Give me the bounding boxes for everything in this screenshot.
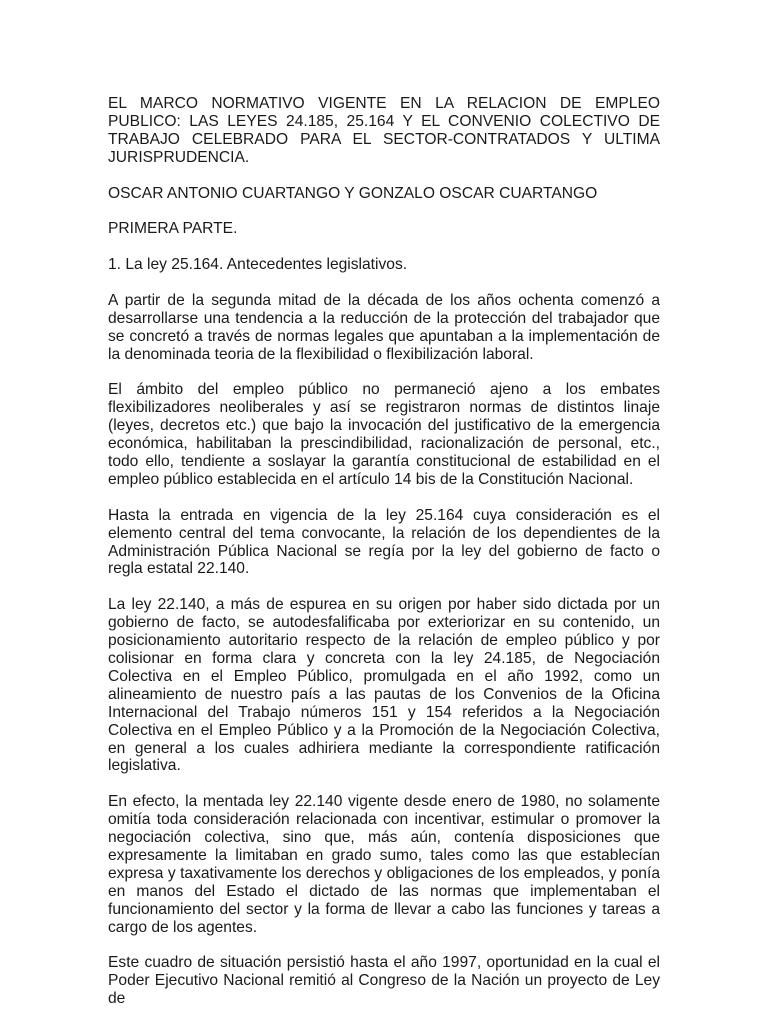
body-paragraph: El ámbito del empleo público no permaneció ajeno a los embates flexibilizadores neoliberales y así se registraron normas de distintos linaje (leyes, decretos etc.) que bajo la invocación del justificativo de la emergencia económica, habilitaban la prescindibilidad, racionalización de personal, etc., todo ello, tendiente a soslayar la garantía constitucional de estabilidad en el empleo público establecida en el artículo 14 bis de la Constitución Nacional. bbox=[108, 381, 660, 488]
body-paragraph: En efecto, la mentada ley 22.140 vigente desde enero de 1980, no solamente omitía toda consideración relacionada con incentivar, estimular o promover la negociación colectiva, sino que, más aún, contenía disposiciones que expresamente la limitaban en grado sumo, tales como las que establecían expresa y taxativamente los derechos y obligaciones de los empleados, y ponía en manos del Estado el dictado de las normas que implementaban el funcionamiento del sector y la forma de llevar a cabo las funciones y tareas a cargo de los agentes. bbox=[108, 793, 660, 936]
document-title: EL MARCO NORMATIVO VIGENTE EN LA RELACION DE EMPLEO PUBLICO: LAS LEYES 24.185, 25.164 Y EL CONVENIO COLECTIVO DE TRABAJO CELEBRADO PARA EL SECTOR-CONTRATADOS Y ULTIMA JURISPRUDENCIA. bbox=[108, 95, 660, 166]
section-heading: 1. La ley 25.164. Antecedentes legislativos. bbox=[108, 256, 408, 274]
body-paragraph: A partir de la segunda mitad de la década de los años ochenta comenzó a desarrollarse una tendencia a la reducción de la protección del trabajador que se concretó a través de normas legales que apuntaban a la implementación de la denominada teoria de la flexibilidad o flexibilización laboral. bbox=[108, 291, 660, 363]
body-paragraph: Este cuadro de situación persistió hasta el año 1997, oportunidad en la cual el Poder Ejecutivo Nacional remitió al Congreso de la Nación un proyecto de Ley de bbox=[108, 954, 660, 1008]
document-page bbox=[108, 95, 660, 1026]
body-paragraph: La ley 22.140, a más de espurea en su origen por haber sido dictada por un gobierno de facto, se autodesfalificaba por exteriorizar en su contenido, un posicionamiento autoritario respecto de la relación de empleo público y por colisionar en forma clara y concreta con la ley 24.185, de Negociación Colectiva en el Empleo Público, promulgada en el año 1992, como un alineamiento de nuestro país a las pautas de los Convenios de la Oficina Internacional del Trabajo números 151 y 154 referidos a la Negociación Colectiva en el Empleo Público y a la Promoción de la Negociación Colectiva, en general a los cuales adhiriera mediante la correspondiente ratificación legislativa. bbox=[108, 596, 660, 775]
body-paragraph: Hasta la entrada en vigencia de la ley 25.164 cuya consideración es el elemento central del tema convocante, la relación de los dependientes de la Administración Pública Nacional se regía por la ley del gobierno de facto o regla estatal 22.140. bbox=[108, 506, 660, 578]
part-heading: PRIMERA PARTE. bbox=[108, 220, 238, 238]
document-authors: OSCAR ANTONIO CUARTANGO Y GONZALO OSCAR CUARTANGO bbox=[108, 184, 598, 202]
